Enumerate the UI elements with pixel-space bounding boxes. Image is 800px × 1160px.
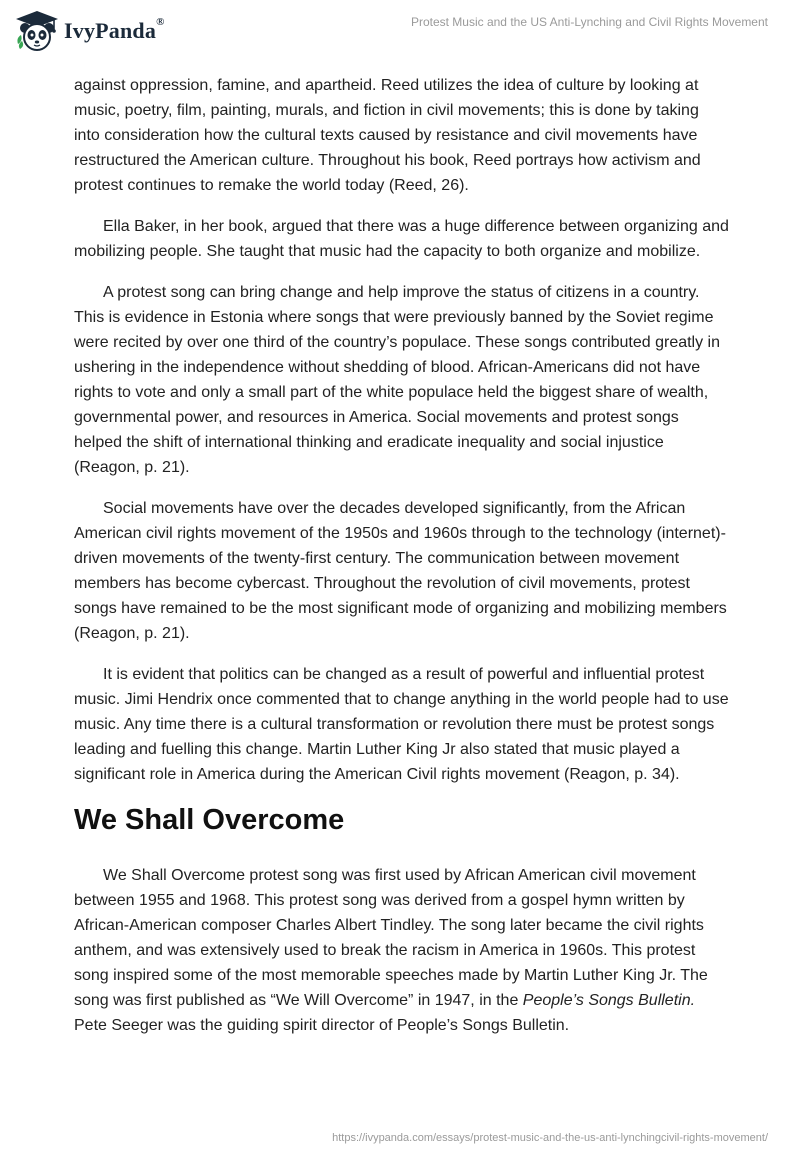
paragraph-3: A protest song can bring change and help improve the status of citizens in a country. This is evidence in Estonia where songs that were previously banned by the Soviet regime were recited by over one third of the country’s populace. These songs contributed greatly in ushering in the independence without shedding of blood. African-Americans did not have rights to vote and only a small part of the white populace held the biggest share of wealth, governmental power, and resources in America. Social movements and protest songs helped the shift of international thinking and eradicate inequality and social injustice (Reagon, p. 21). xyxy=(74,284,721,476)
paragraph-6-text-b: Pete Seeger was the guiding spirit director of People’s Songs Bulletin. xyxy=(74,1017,570,1034)
paragraph-4: Social movements have over the decades developed significantly, from the African American civil rights movement of the 1950s and 1960s through to the technology (internet)-driven movements of the twenty-first century. The communication between movement members has become cybercast. Throughout the revolution of civil movements, protest songs have remained to be the most significant mode of organizing and mobilizing members (Reagon, p. 21). xyxy=(74,500,727,642)
brand-name xyxy=(64,18,165,44)
panda-graduate-icon xyxy=(14,8,60,54)
paragraph-5: It is evident that politics can be changed as a result of powerful and influential protest music. Jimi Hendrix once commented that to change anything in the world people had to use music. Any time there is a cultural transformation or revolution there must be protest songs leading and fuelling this change. Martin Luther King Jr also stated that music played a significant role in America during the American Civil rights movement (Reagon, p. 34). xyxy=(74,666,729,783)
paragraph-6 xyxy=(74,863,729,1038)
source-url[interactable]: https://ivypanda.com/essays/protest-music-and-the-us-anti-lynchingcivil-rights-movement/ xyxy=(332,1132,768,1144)
paragraph-2: Ella Baker, in her book, argued that there was a huge difference between organizing and mobilizing people. She taught that music had the capacity to both organize and mobilize. xyxy=(74,218,729,260)
brand-name-text: IvyPanda xyxy=(64,18,157,43)
essay-content xyxy=(74,73,729,1054)
publication-title: People’s Songs Bulletin. xyxy=(522,992,696,1009)
brand-logo[interactable] xyxy=(14,8,165,54)
page-header xyxy=(0,0,800,60)
document-title: Protest Music and the US Anti-Lynching and Civil Rights Movement xyxy=(410,15,768,29)
paragraph-6-text-a: We Shall Overcome protest song was first used by African American civil movement between 1955 and 1968. This protest song was derived from a gospel hymn written by African-American composer Charles Albert Tindley. The song later became the civil rights anthem, and was extensively used to break the racism in America in 1960s. This protest song inspired some of the most memorable speeches made by Martin Luther King Jr. The song was first published as “We Will Overcome” in 1947, in the xyxy=(74,867,708,1009)
registered-mark: ® xyxy=(156,16,165,28)
section-heading: We Shall Overcome xyxy=(74,804,345,836)
paragraph-1: against oppression, famine, and apartheid. Reed utilizes the idea of culture by looking at music, poetry, film, painting, murals, and fiction in civil movements; this is done by taking into consideration how the cultural texts caused by resistance and civil movements have restructured the American culture. Throughout his book, Reed portrays how activism and protest continues to remake the world today (Reed, 26). xyxy=(74,77,701,194)
